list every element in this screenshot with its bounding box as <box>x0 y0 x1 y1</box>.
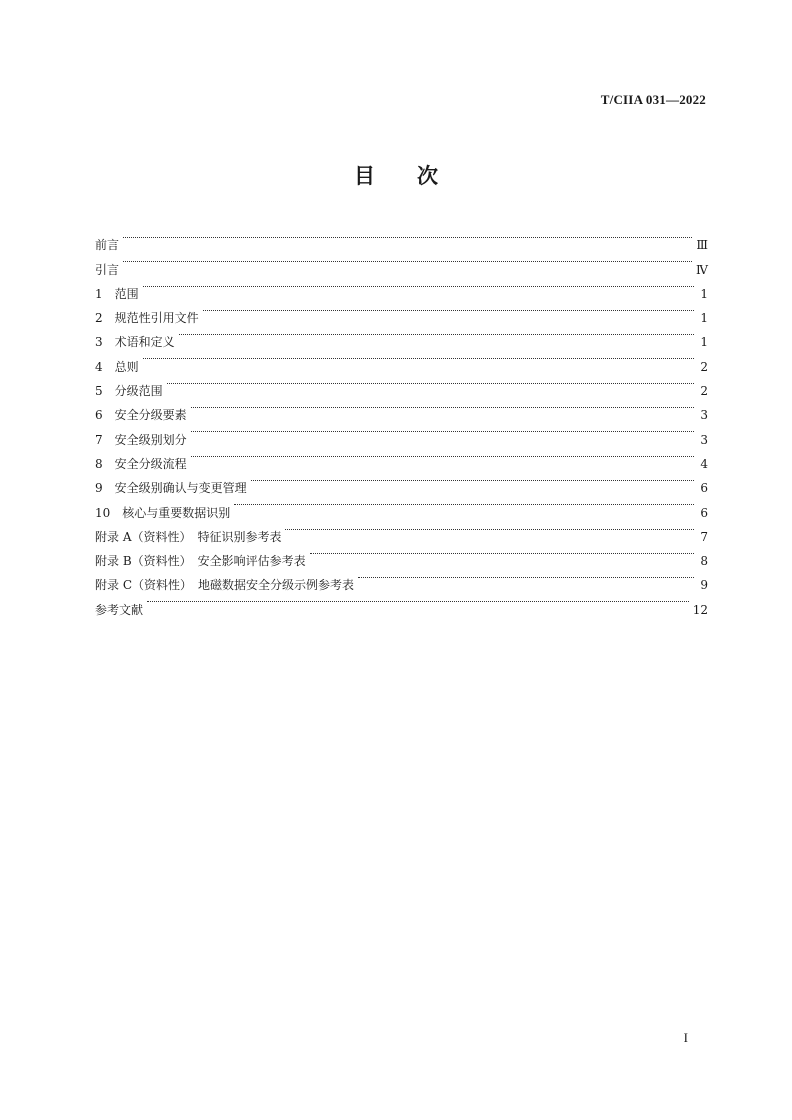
toc-entry-label: 前言 <box>95 238 120 253</box>
table-of-contents <box>95 225 708 617</box>
toc-entry[interactable] <box>95 249 708 277</box>
dot-leader <box>285 517 694 541</box>
toc-entry-label: 3 术语和定义 <box>95 335 175 350</box>
toc-entry[interactable] <box>95 274 708 301</box>
page-number: I <box>683 1030 688 1045</box>
toc-entry-label: 2 规范性引用文件 <box>95 311 199 326</box>
toc-entry[interactable] <box>95 322 708 350</box>
toc-entry-page: 12 <box>692 602 708 617</box>
toc-entry-label: 4 总则 <box>95 359 139 374</box>
toc-entry[interactable] <box>95 444 708 471</box>
dot-leader <box>143 346 694 370</box>
toc-entry[interactable] <box>95 225 708 253</box>
toc-entry-page: 1 <box>700 286 708 301</box>
toc-entry-label: 6 安全分级要素 <box>95 408 187 423</box>
toc-entry[interactable] <box>95 419 708 447</box>
toc-entry-page: 3 <box>700 408 708 423</box>
toc-entry-page: 6 <box>700 481 708 496</box>
dot-leader <box>143 274 694 298</box>
dot-leader <box>310 541 694 565</box>
toc-entry-page: Ⅲ <box>696 238 708 253</box>
standard-code: T/CIIA 031—2022 <box>600 92 706 107</box>
toc-entry-label: 8 安全分级流程 <box>95 456 187 471</box>
dot-leader <box>251 468 694 492</box>
toc-entry-label: 9 安全级别确认与变更管理 <box>95 481 247 496</box>
toc-entry-label: 附录 C（资料性） 地磁数据安全分级示例参考表 <box>95 578 354 593</box>
toc-entry-label: 附录 B（资料性） 安全影响评估参考表 <box>95 554 306 569</box>
toc-entry[interactable] <box>95 298 708 326</box>
page-title: 目次 <box>354 164 480 188</box>
toc-entry-page: 3 <box>700 432 708 447</box>
dot-leader <box>167 371 694 395</box>
toc-entry-label: 参考文献 <box>95 602 144 617</box>
dot-leader <box>203 298 694 322</box>
toc-entry-page: 6 <box>700 505 708 520</box>
toc-entry[interactable] <box>95 589 708 617</box>
dot-leader <box>358 565 694 589</box>
toc-entry[interactable] <box>95 346 708 374</box>
toc-entry-label: 1 范围 <box>95 286 139 301</box>
dot-leader <box>191 419 694 443</box>
dot-leader <box>191 444 694 468</box>
toc-entry-page: 4 <box>700 456 708 471</box>
toc-entry-page: 2 <box>700 384 708 399</box>
toc-entry-page: 1 <box>700 311 708 326</box>
toc-entry-page: 7 <box>700 529 708 544</box>
dot-leader <box>191 395 694 419</box>
toc-entry-label: 5 分级范围 <box>95 384 163 399</box>
toc-entry[interactable] <box>95 395 708 423</box>
toc-entry-label: 7 安全级别划分 <box>95 432 187 447</box>
toc-entry-label: 引言 <box>95 262 120 277</box>
dot-leader <box>234 492 694 516</box>
toc-entry-page: 8 <box>700 554 708 569</box>
dot-leader <box>179 322 694 346</box>
dot-leader <box>123 225 692 249</box>
toc-entry-label: 附录 A（资料性） 特征识别参考表 <box>95 529 282 544</box>
toc-entry-label: 10 核心与重要数据识别 <box>95 505 231 520</box>
toc-entry-page: 2 <box>700 359 708 374</box>
toc-entry[interactable] <box>95 371 708 399</box>
toc-entry-page: 9 <box>700 578 708 593</box>
toc-entry-page: 1 <box>700 335 708 350</box>
dot-leader <box>123 249 692 273</box>
toc-entry[interactable] <box>95 468 708 496</box>
dot-leader <box>147 589 689 613</box>
toc-entry-page: Ⅳ <box>696 262 708 277</box>
